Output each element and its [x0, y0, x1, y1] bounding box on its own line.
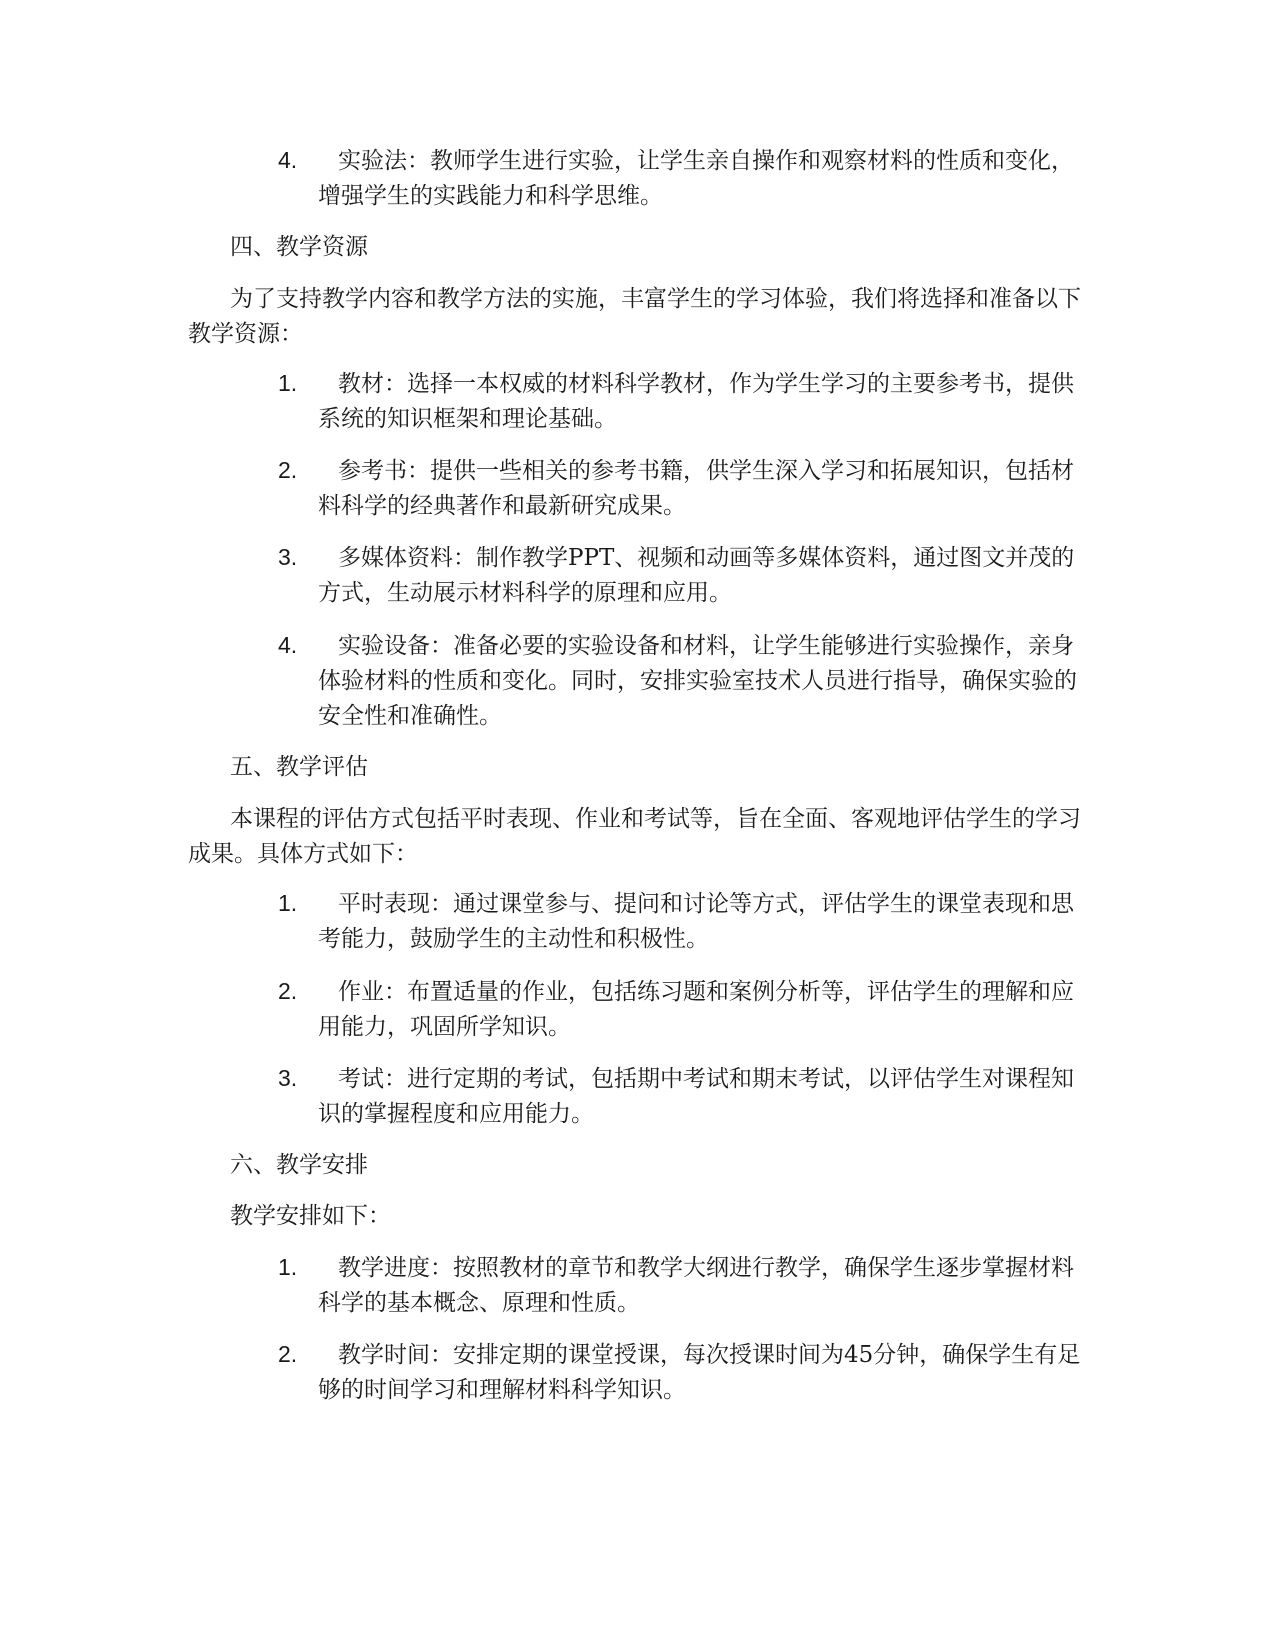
assessment-item-3: [278, 1061, 1088, 1132]
list-text: 实验设备：准备必要的实验设备和材料，让学生能够进行实验操作，亲身体验材料的性质和变化。同时，安排实验室技术人员进行指导，确保实验的安全性和准确性。: [318, 633, 1077, 729]
list-text: 教材：选择一本权威的材料科学教材，作为学生学习的主要参考书，提供系统的知识框架和理论基础。: [318, 371, 1074, 432]
schedule-item-2: [278, 1337, 1088, 1408]
resource-item-3: [278, 540, 1088, 611]
section-heading-assessment: 五、教学评估: [230, 754, 368, 780]
section-heading-schedule: 六、教学安排: [230, 1152, 368, 1178]
list-number: 1.: [278, 890, 298, 916]
section-intro-assessment: 本课程的评估方式包括平时表现、作业和考试等，旨在全面、客观地评估学生的学习成果。具体方式如下：: [188, 806, 1081, 867]
list-text: 考试：进行定期的考试，包括期中考试和期末考试，以评估学生对课程知识的掌握程度和应用能力。: [318, 1066, 1074, 1127]
method-item-4: [278, 143, 1088, 214]
list-text: 作业：布置适量的作业，包括练习题和案例分析等，评估学生的理解和应用能力，巩固所学知识。: [318, 979, 1074, 1040]
list-number: 2.: [278, 978, 298, 1004]
section-intro-schedule: 教学安排如下：: [230, 1203, 391, 1229]
list-number: 4.: [278, 632, 298, 658]
list-text: 教学时间：安排定期的课堂授课，每次授课时间为45分钟，确保学生有足够的时间学习和理解材料科学知识。: [318, 1342, 1081, 1403]
assessment-item-1: [278, 886, 1088, 957]
resource-item-2: [278, 453, 1088, 524]
list-text: 教学进度：按照教材的章节和教学大纲进行教学，确保学生逐步掌握材料科学的基本概念、原理和性质。: [318, 1255, 1074, 1316]
list-number: 3.: [278, 544, 298, 570]
schedule-item-1: [278, 1250, 1088, 1321]
list-number: 2.: [278, 457, 298, 483]
section-intro-resources: 为了支持教学内容和教学方法的实施，丰富学生的学习体验，我们将选择和准备以下教学资源：: [188, 286, 1081, 347]
resource-item-1: [278, 366, 1088, 437]
assessment-item-2: [278, 974, 1088, 1045]
list-number: 1.: [278, 370, 298, 396]
list-text: 平时表现：通过课堂参与、提问和讨论等方式，评估学生的课堂表现和思考能力，鼓励学生的主动性和积极性。: [318, 891, 1074, 952]
list-number: 3.: [278, 1065, 298, 1091]
list-text: 参考书：提供一些相关的参考书籍，供学生深入学习和拓展知识，包括材料科学的经典著作和最新研究成果。: [318, 458, 1074, 519]
list-number: 2.: [278, 1341, 298, 1367]
list-number: 4.: [278, 147, 298, 173]
list-number: 1.: [278, 1254, 298, 1280]
list-text: 多媒体资料：制作教学PPT、视频和动画等多媒体资料，通过图文并茂的方式，生动展示材料科学的原理和应用。: [318, 545, 1075, 606]
resource-item-4: [278, 628, 1088, 734]
list-text: 实验法：教师学生进行实验，让学生亲自操作和观察材料的性质和变化，增强学生的实践能力和科学思维。: [318, 148, 1074, 209]
section-heading-resources: 四、教学资源: [230, 234, 368, 260]
